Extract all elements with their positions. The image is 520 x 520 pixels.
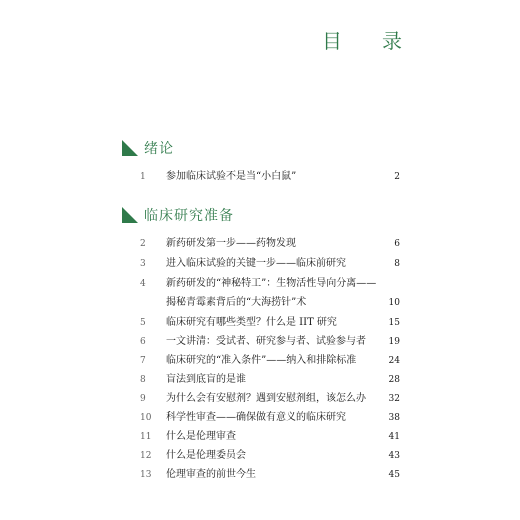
section-title: 临床研究准备 <box>144 208 234 224</box>
entry-number: 7 <box>140 356 146 366</box>
entry-page: 38 <box>388 413 400 423</box>
toc-entry[interactable] <box>140 168 400 186</box>
toc-entry[interactable] <box>140 314 400 332</box>
entry-title: 揭秘青霉素背后的“大海捞针”术 <box>166 297 307 308</box>
toc-entry[interactable] <box>140 447 400 465</box>
toc-entry[interactable] <box>140 371 400 389</box>
entry-number: 2 <box>140 239 146 249</box>
entry-number: 10 <box>140 413 152 423</box>
entry-page: 43 <box>388 451 400 461</box>
entry-page: 15 <box>388 318 400 328</box>
entry-number: 11 <box>140 432 152 442</box>
entry-title: 参加临床试验不是当“小白鼠” <box>166 171 297 182</box>
entry-number: 13 <box>140 470 152 480</box>
entry-title: 新药研发第一步——药物发现 <box>166 238 296 249</box>
toc-entry[interactable] <box>140 352 400 370</box>
entry-number: 8 <box>140 375 146 385</box>
entry-number: 1 <box>140 172 146 182</box>
entry-title: 什么是伦理审查 <box>166 431 236 442</box>
entry-title: 新药研发的“神秘特工”：生物活性导向分离—— <box>166 278 377 289</box>
entry-page: 10 <box>388 298 400 308</box>
toc-entry[interactable] <box>140 428 400 446</box>
entry-title: 科学性审查——确保做有意义的临床研究 <box>166 412 346 423</box>
entry-title: 为什么会有安慰剂？遇到安慰剂组，该怎么办 <box>166 393 366 404</box>
entry-page: 41 <box>388 432 400 442</box>
toc-entry[interactable] <box>140 235 400 253</box>
triangle-icon <box>122 140 138 156</box>
triangle-icon <box>122 207 138 223</box>
entry-page: 28 <box>388 375 400 385</box>
entry-title: 盲法到底盲的是谁 <box>166 374 246 385</box>
page-title-char: 目 <box>322 28 342 53</box>
entry-number: 9 <box>140 394 146 404</box>
entry-title: 临床研究有哪些类型？什么是 IIT 研究 <box>166 317 337 328</box>
entry-title: 一文讲清：受试者、研究参与者、试验参与者 <box>166 336 366 347</box>
toc-entry[interactable] <box>140 390 400 408</box>
entry-page: 19 <box>388 337 400 347</box>
section-title: 绪论 <box>144 141 174 157</box>
entry-page: 2 <box>394 172 400 182</box>
toc-entry[interactable] <box>140 466 400 484</box>
entry-page: 8 <box>394 259 400 269</box>
entry-title: 进入临床试验的关键一步——临床前研究 <box>166 258 346 269</box>
entry-number: 12 <box>140 451 152 461</box>
toc-entry[interactable] <box>140 255 400 273</box>
toc-entry[interactable] <box>140 333 400 351</box>
entry-title: 临床研究的“准入条件”——纳入和排除标准 <box>166 355 357 366</box>
page-title <box>322 24 402 54</box>
entry-number: 6 <box>140 337 146 347</box>
toc-entry[interactable] <box>140 275 400 293</box>
entry-number: 4 <box>140 279 146 289</box>
entry-page: 45 <box>388 470 400 480</box>
entry-page: 6 <box>394 239 400 249</box>
entry-title: 什么是伦理委员会 <box>166 450 246 461</box>
section-header-preparation <box>122 204 234 226</box>
entry-page: 32 <box>388 394 400 404</box>
page-title-char: 录 <box>382 28 402 53</box>
section-header-intro <box>122 137 174 159</box>
entry-number: 3 <box>140 259 146 269</box>
entry-title: 伦理审查的前世今生 <box>166 469 256 480</box>
toc-entry-continuation[interactable] <box>140 294 400 312</box>
toc-entry[interactable] <box>140 409 400 427</box>
entry-number: 5 <box>140 318 146 328</box>
entry-page: 24 <box>388 356 400 366</box>
